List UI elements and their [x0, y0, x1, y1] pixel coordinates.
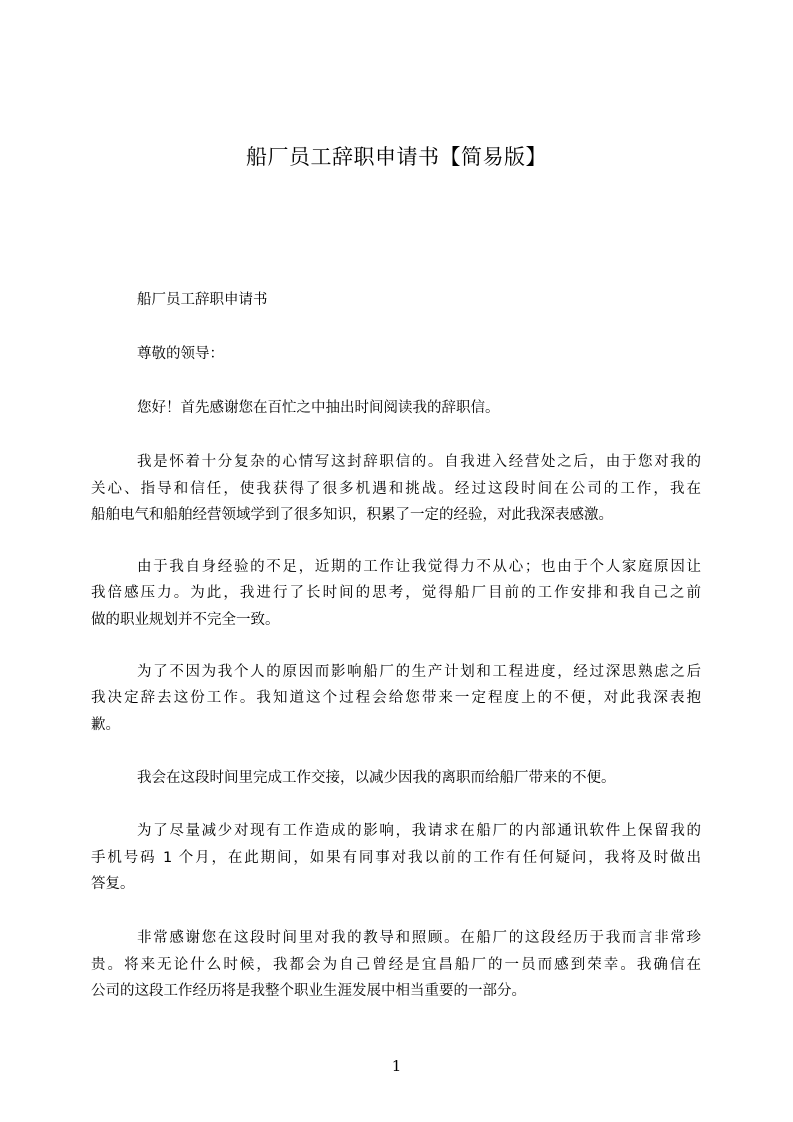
paragraph-line: 做的职业规划并不完全一致。 [91, 612, 280, 628]
paragraph-line: 我倍感压力。为此，我进行了长时间的思考，觉得船厂目前的工作安排和我自己之前 [91, 585, 701, 601]
document-title: 船厂员工辞职申请书【简易版】 [246, 145, 547, 169]
paragraph-line: 答复。 [91, 876, 135, 892]
paragraph-line: 非常感谢您在这段时间里对我的教导和照顾。在船厂的这段经历于我而言非常珍 [137, 930, 701, 946]
document-subheading: 船厂员工辞职申请书 [137, 292, 268, 308]
paragraph-line: 由于我自身经验的不足，近期的工作让我觉得力不从心；也由于个人家庭原因让 [137, 559, 701, 575]
page-number: 1 [391, 1057, 402, 1075]
paragraph-line: 关心、指导和信任，使我获得了很多机遇和挑战。经过这段时间在公司的工作，我在 [91, 481, 701, 497]
paragraph-line: 为了不因为我个人的原因而影响船厂的生产计划和工程进度，经过深思熟虑之后 [137, 664, 701, 680]
paragraph-line: 我决定辞去这份工作。我知道这个过程会给您带来一定程度上的不便，对此我深表抱 [91, 690, 701, 706]
paragraph-line: 贵。将来无论什么时候，我都会为自己曾经是宜昌船厂的一员而感到荣幸。我确信在 [91, 957, 701, 973]
paragraph-line: 船舶电气和船舶经营领域学到了很多知识，积累了一定的经验，对此我深表感激。 [91, 507, 613, 523]
paragraph-line: 为了尽量减少对现有工作造成的影响，我请求在船厂的内部通讯软件上保留我的 [137, 823, 701, 839]
paragraph-line: 我会在这段时间里完成工作交接，以减少因我的离职而给船厂带来的不便。 [137, 770, 616, 786]
salutation: 尊敬的领导： [137, 346, 224, 362]
greeting-paragraph: 您好！首先感谢您在百忙之中抽出时间阅读我的辞职信。 [137, 400, 500, 416]
paragraph-line: 公司的这段工作经历将是我整个职业生涯发展中相当重要的一部分。 [91, 983, 526, 999]
paragraph-line: 我是怀着十分复杂的心情写这封辞职信的。自我进入经营处之后，由于您对我的 [137, 454, 701, 470]
paragraph-line: 歉。 [91, 717, 120, 733]
paragraph-line: 手机号码 1 个月，在此期间，如果有同事对我以前的工作有任何疑问，我将及时做出 [91, 850, 701, 866]
